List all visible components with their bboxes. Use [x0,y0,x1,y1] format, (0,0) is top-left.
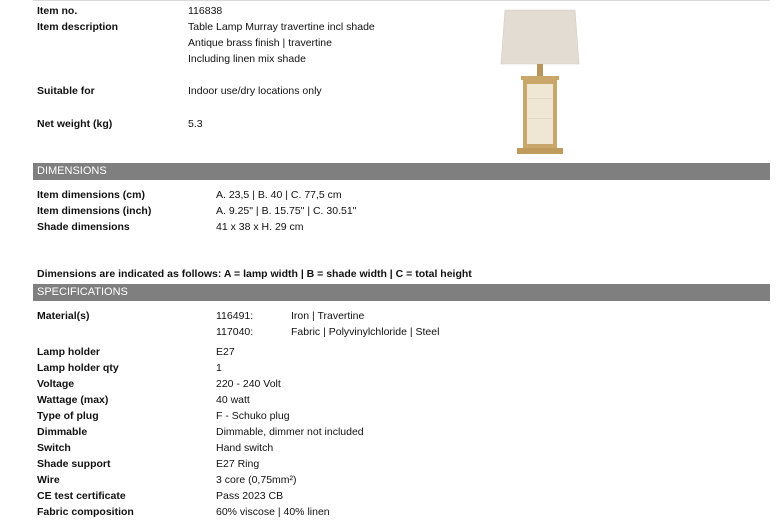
spec-label: Fabric composition [37,506,134,518]
materials-label: Material(s) [37,310,90,322]
spec-value: Pass 2023 CB [216,490,284,502]
spec-value: 3 core (0,75mm²) [216,474,297,486]
spec-label: Lamp holder qty [37,362,119,374]
spec-label: Voltage [37,378,75,390]
spec-label: Dimmable [37,426,88,438]
dimension-label: Item dimensions (inch) [37,205,152,217]
dimensions-heading: DIMENSIONS [33,163,770,180]
table-lamp-image [495,6,585,158]
spec-label: Shade support [37,458,111,470]
spec-value: 40 watt [216,394,250,406]
dimensions-note: Dimensions are indicated as follows: A = lamp width | B = shade width | C = total height [37,268,472,280]
item-description-line: Antique brass finish | travertine [188,37,332,49]
spec-value: 1 [216,362,222,374]
spec-value: Hand switch [216,442,274,454]
spec-value: 220 - 240 Volt [216,378,281,390]
item-no-value: 116838 [188,5,223,17]
spec-label: Wattage (max) [37,394,109,406]
spec-value: E27 [216,346,235,358]
item-description-label: Item description [37,21,119,33]
net-weight-value: 5.3 [188,118,203,130]
dimension-label: Item dimensions (cm) [37,189,145,201]
material-value: Iron | Travertine [291,310,365,322]
suitable-for-label: Suitable for [37,85,95,97]
spec-label: Lamp holder [37,346,101,358]
spec-label: Switch [37,442,71,454]
top-rule [33,0,770,1]
spec-label: Wire [37,474,60,486]
specifications-heading: SPECIFICATIONS [33,284,770,301]
spec-value: E27 Ring [216,458,260,470]
spec-value: 60% viscose | 40% linen [216,506,330,518]
item-description-line: Table Lamp Murray travertine incl shade [188,21,375,33]
spec-label: Type of plug [37,410,99,422]
dimension-value: A. 9.25" | B. 15.75" | C. 30.51" [216,205,357,217]
item-no-label: Item no. [37,5,78,17]
spec-label: CE test certificate [37,490,126,502]
spec-value: Dimmable, dimmer not included [216,426,364,438]
dimension-value: A. 23,5 | B. 40 | C. 77,5 cm [216,189,342,201]
dimension-value: 41 x 38 x H. 29 cm [216,221,304,233]
dimension-label: Shade dimensions [37,221,130,233]
spec-value: F - Schuko plug [216,410,290,422]
suitable-for-value: Indoor use/dry locations only [188,85,322,97]
net-weight-label: Net weight (kg) [37,118,113,130]
material-value: Fabric | Polyvinylchloride | Steel [291,326,440,338]
item-description-line: Including linen mix shade [188,53,306,65]
material-code: 117040: [216,326,254,338]
material-code: 116491: [216,310,254,322]
